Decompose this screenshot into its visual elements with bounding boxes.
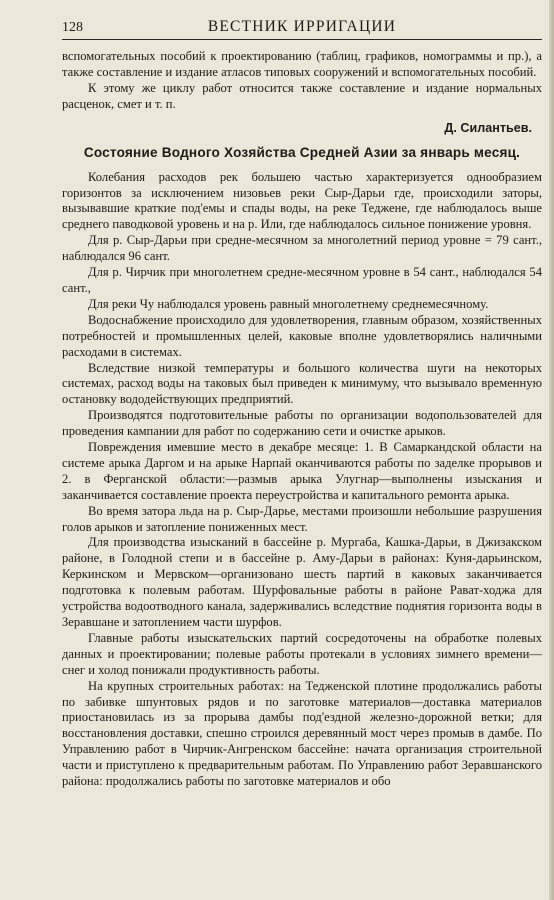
- article-paragraph: Вследствие низкой температуры и большого количества шуги на некоторых системах, расход воды на таковых был приведен к минимуму, что вызывало временную остановку вододействующих предприятий.: [62, 360, 542, 407]
- prev-article-paragraph: К этому же циклу работ относится также составление и издание нормальных расценок, смет и т. п.: [62, 80, 542, 111]
- article-paragraph: Производятся подготовительные работы по организации водопользователей для проведения кампании для работ по содержанию сети и очистке арыков.: [62, 408, 542, 439]
- article-paragraph: Колебания расходов рек большею частью характеризуется однообразием горизонтов за исключением низовьев реки Сыр-Дарьи где, происходили заторы, вызывавшие краткие под'емы и спады воды, на реке Теджене, где наблюдалось выше среднего паводковой уровень и на р. Или, где наблюдалось сильное понижение уровня.: [62, 169, 542, 232]
- article-title: Состояние Водного Хозяйства Средней Азии за январь месяц.: [83, 144, 521, 160]
- page-number: 128: [62, 20, 83, 35]
- article-paragraph: Водоснабжение происходило для удовлетворения, главным образом, хозяйственных потребностей и промышленных целей, каковые вполне удовлетворялись наличными расходами в системах.: [62, 312, 542, 359]
- article-paragraph: На крупных строительных работах: на Тедженской плотине продолжались работы по забивке шпунтовых рядов и по заготовке материалов—доставка материалов приостановилась из за прорыва дамбы под'ездной железно-дорожной ветки; для восстановления доставки, спешно строился деревянный мост через промыв в дамбе. По Управлению работ в Чирчик-Ангренском бассейне: начата организация строительной части и приступлено к предварительным работам. По Управлению работ Зеравшанского района: продолжались работы по заготовке материалов и обо: [62, 678, 542, 789]
- author-signature: Д. Силантьев.: [444, 120, 532, 135]
- article-paragraph: Для р. Чирчик при многолетнем средне-месячном уровне в 54 сант., наблюдался 54 сант.,: [62, 265, 542, 295]
- article-paragraph: Для реки Чу наблюдался уровень равный многолетнему среднемесячному.: [88, 296, 489, 311]
- article-paragraph: Для р. Сыр-Дарьи при средне-месячном за многолетний период уровне = 79 сант., наблюдался 96 сант.: [62, 233, 542, 264]
- article-paragraph: Повреждения имевшие место в декабре месяце: 1. В Самаркандской области на системе арыка Даргом и на арыке Нарпай оканчиваются работы по заделке прорывов и 2. в Ферганской области:—размыв арыка Улугнар—выполнены изыскания и заканчивается составление проекта переустройства и капитального ремонта арыка.: [62, 440, 542, 502]
- page-header: [62, 18, 542, 40]
- prev-article-paragraph: вспомогательных пособий к проектированию (таблиц, графиков, номограммы и пр.), а также составление и издание атласов типовых сооружений и вспомогательных пособий.: [62, 49, 542, 79]
- article-paragraph: Главные работы изыскательских партий сосредоточены на обработке полевых данных и проектировании; полевые работы протекали в условиях зимнего времени—снег и холод понижали продуктивность работы.: [62, 630, 542, 677]
- article-paragraph: Для производства изысканий в бассейне р. Мургаба, Кашка-Дарьи, в Джизакском районе, в Голодной степи и в бассейне р. Аму-Дарьи в районах: Куня-дарьинском, Керкинском и Мервском—организовано шесть партий в каковых заканчивается подготовка к полевым работам. Шурфовальные работы в районе Рават-ходжа для устройства водоотводного канала, задерживались вследствие поднятия горизонта воды в Зеравшане и затоплением части шурфов.: [62, 535, 542, 629]
- article-paragraph: Во время затора льда на р. Сыр-Дарье, местами произошли небольшие разрушения голов арыков и затопление пониженных мест.: [62, 503, 542, 534]
- running-title: ВЕСТНИК ИРРИГАЦИИ: [207, 18, 397, 35]
